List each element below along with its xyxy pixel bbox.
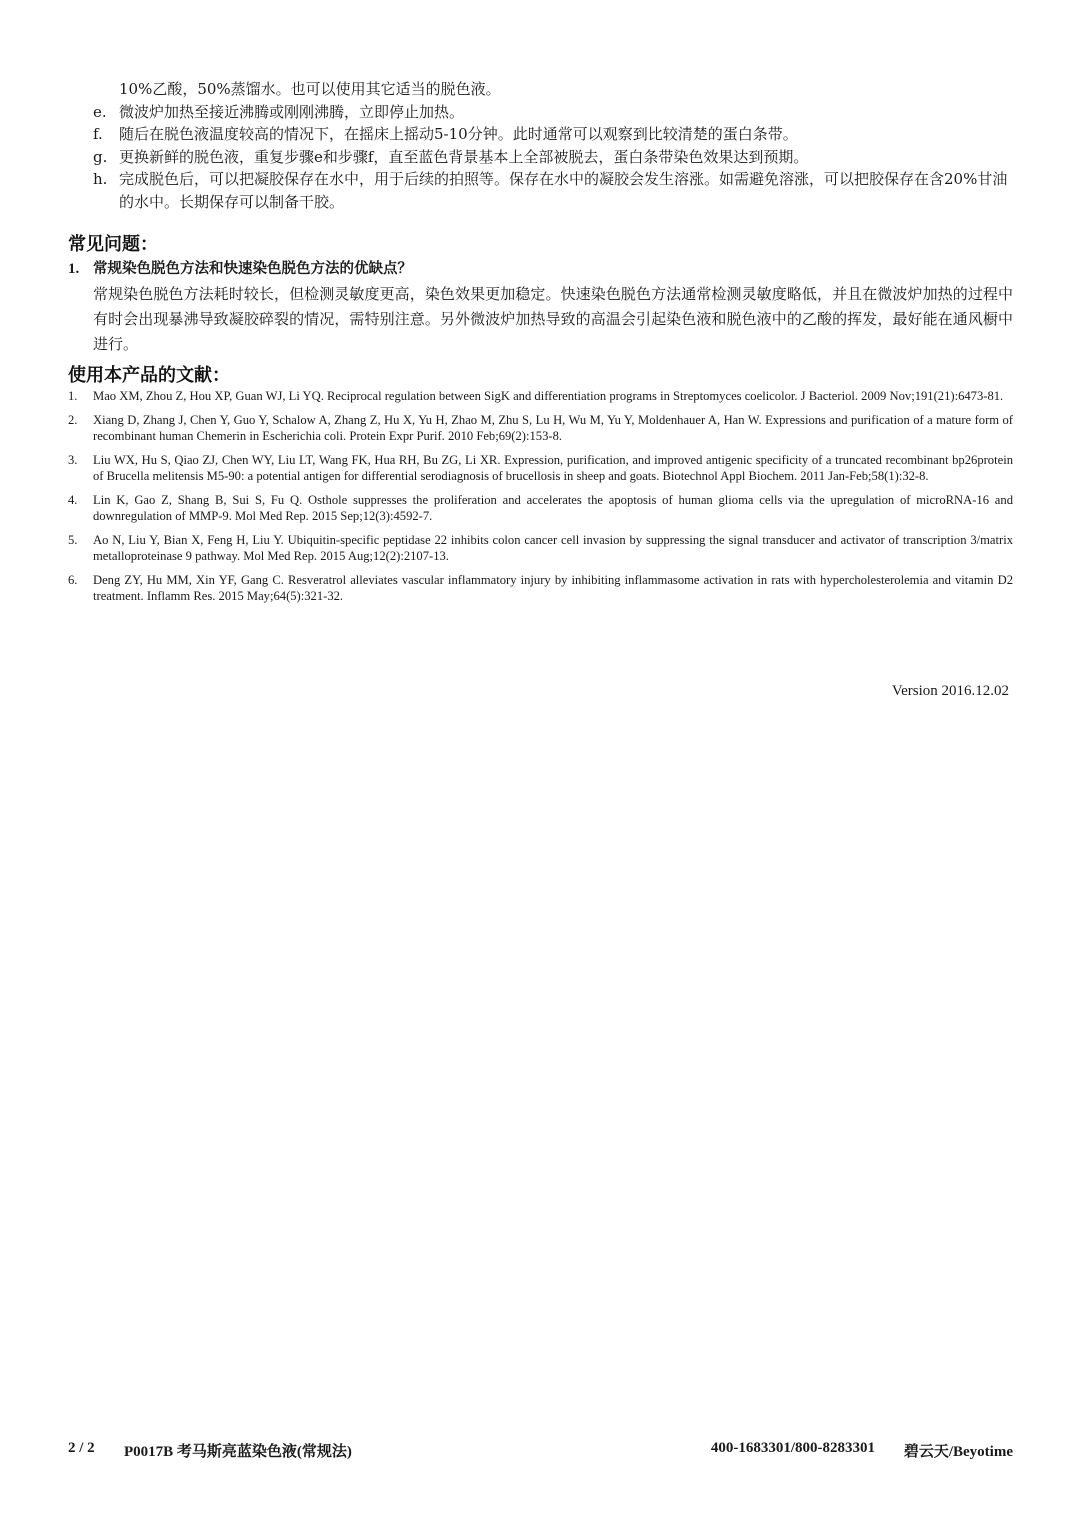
reference-text: Mao XM, Zhou Z, Hou XP, Guan WJ, Li YQ. Reciprocal regulation between SigK and differentiation programs in Streptomyces coelicolor. J Bacteriol. 2009 Nov;191(21):6473-81.	[93, 389, 1004, 403]
reference-item	[68, 388, 1013, 404]
faq-answer: 常规染色脱色方法耗时较长，但检测灵敏度更高，染色效果更加稳定。快速染色脱色方法通常检测灵敏度略低，并且在微波炉加热的过程中有时会出现暴沸导致凝胶碎裂的情况，需特别注意。另外微波炉加热导致的高温会引起染色液和脱色液中的乙酸的挥发，最好能在通风橱中进行。	[93, 285, 1013, 353]
step-text: 更换新鲜的脱色液，重复步骤e和步骤f，直至蓝色背景基本上全部被脱去，蛋白条带染色效果达到预期。	[119, 147, 809, 166]
reference-text: Xiang D, Zhang J, Chen Y, Guo Y, Schalow A, Zhang Z, Hu X, Yu H, Zhao M, Zhu S, Lu H, Wu M, Yu Y, Moldenhauer A, Han W. Expressions and purification of a mature form of recombinant human Chemerin in Escherichia coli. Protein Expr Purif. 2010 Feb;69(2):153-8.	[93, 413, 1013, 443]
reference-text: Deng ZY, Hu MM, Xin YF, Gang C. Resveratrol alleviates vascular inflammatory injury by inhibiting inflammasome activation in rats with hypercholesterolemia and vitamin D2 treatment. Inflamm Res. 2015 May;64(5):321-32.	[93, 573, 1013, 603]
reference-number: 6.	[68, 573, 78, 587]
faq-question-number: 1.	[68, 261, 80, 277]
footer-brand: 碧云天/Beyotime	[903, 1444, 1013, 1460]
step-letter: e.	[93, 102, 107, 121]
reference-text: Liu WX, Hu S, Qiao ZJ, Chen WY, Liu LT, Wang FK, Hua RH, Bu ZG, Li XR. Expression, purification, and improved antigenic specificity of a truncated recombinant bp26protein of Brucella melitensis M5-90: a potential antigen for differential serodiagnosis of brucellosis in sheep and goats. Biotechnol Appl Biochem. 2011 Jan-Feb;58(1):32-8.	[93, 453, 1013, 483]
step-text: 10%乙酸，50%蒸馏水。也可以使用其它适当的脱色液。	[119, 80, 501, 98]
faq-section	[68, 257, 1013, 357]
step-text: 微波炉加热至接近沸腾或刚刚沸腾，立即停止加热。	[119, 102, 465, 121]
reference-item	[68, 452, 1013, 484]
references-heading: 使用本产品的文献：	[68, 365, 230, 386]
footer-product-name: P0017B 考马斯亮蓝染色液(常规法)	[124, 1444, 352, 1460]
references-list	[68, 388, 1013, 612]
reference-item	[68, 492, 1013, 524]
footer-page-number: 2 / 2	[68, 1440, 95, 1456]
footer-phone: 400-1683301/800-8283301	[710, 1440, 875, 1456]
reference-number: 5.	[68, 533, 78, 547]
step-letter: h.	[93, 170, 108, 188]
faq-question	[68, 257, 1013, 282]
reference-text: Ao N, Liu Y, Bian X, Feng H, Liu Y. Ubiquitin-specific peptidase 22 inhibits colon cancer cell invasion by suppressing the signal transducer and activator of transcription 3/matrix metalloproteinase 9 pathway. Mol Med Rep. 2015 Aug;12(2):2107-13.	[93, 533, 1013, 563]
faq-heading: 常见问题：	[68, 234, 158, 255]
step-continuation	[68, 78, 1013, 101]
version-label: Version 2016.12.02	[891, 683, 1009, 699]
step-text: 随后在脱色液温度较高的情况下，在摇床上摇动5-10分钟。此时通常可以观察到比较清楚的蛋白条带。	[119, 125, 798, 143]
step-e	[68, 101, 1013, 124]
page-footer	[68, 1440, 1013, 1462]
reference-item	[68, 572, 1013, 604]
reference-number: 4.	[68, 493, 78, 507]
step-letter: f.	[93, 125, 103, 143]
protocol-steps	[68, 78, 1013, 213]
reference-number: 1.	[68, 389, 78, 403]
reference-text: Lin K, Gao Z, Shang B, Sui S, Fu Q. Osthole suppresses the proliferation and accelerates the apoptosis of human glioma cells via the upregulation of microRNA-16 and downregulation of MMP-9. Mol Med Rep. 2015 Sep;12(3):4592-7.	[93, 493, 1013, 523]
reference-item	[68, 412, 1013, 444]
reference-item	[68, 532, 1013, 564]
reference-number: 2.	[68, 413, 78, 427]
step-letter: g.	[93, 147, 108, 166]
step-g	[68, 146, 1013, 169]
step-f	[68, 123, 1013, 146]
step-text: 完成脱色后，可以把凝胶保存在水中，用于后续的拍照等。保存在水中的凝胶会发生溶涨。如需避免溶涨，可以把胶保存在含20%甘油的水中。长期保存可以制备干胶。	[119, 170, 1008, 211]
reference-number: 3.	[68, 453, 78, 467]
step-h	[68, 168, 1013, 213]
faq-question-text: 常规染色脱色方法和快速染色脱色方法的优缺点？	[93, 261, 412, 277]
